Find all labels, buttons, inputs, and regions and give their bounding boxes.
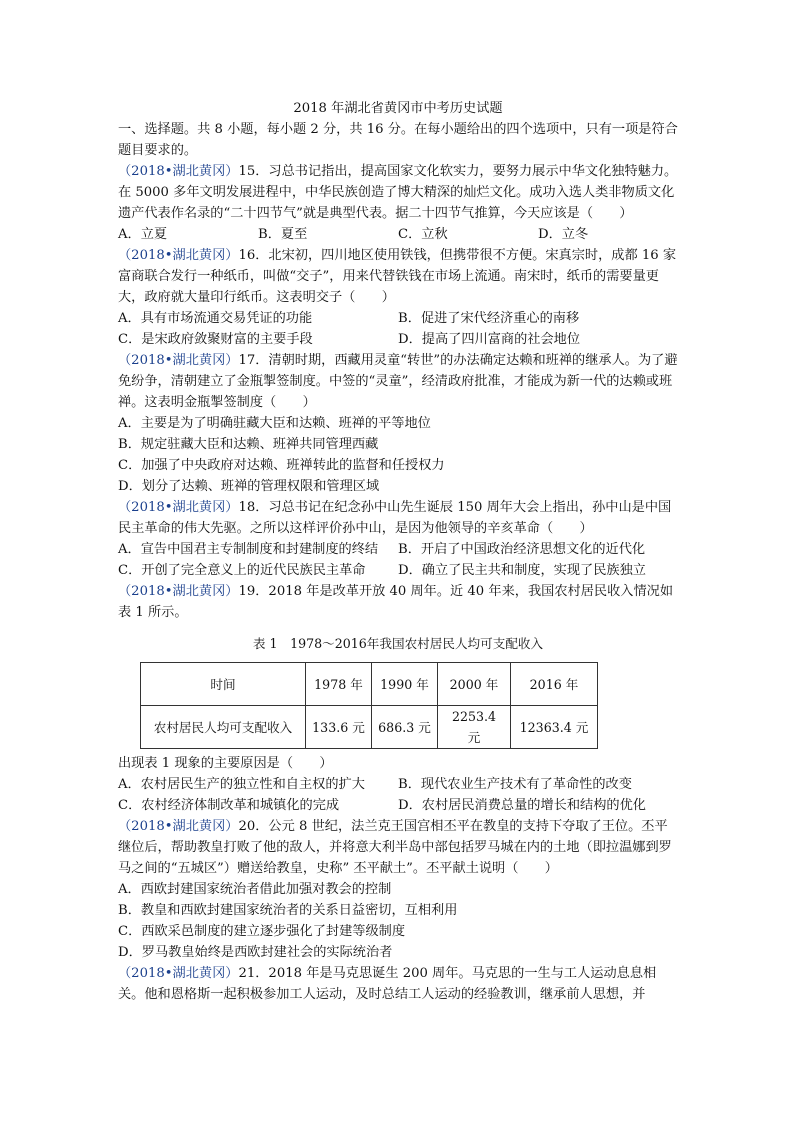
options-16-row1 — [118, 308, 678, 329]
option-c: C．立秋 — [398, 227, 448, 242]
question-19-followup: 出现表 1 现象的主要原因是（ ） — [118, 756, 333, 771]
option-b: B．开启了中国政治经济思想文化的近代化 — [398, 542, 646, 557]
question-stem: 17．清朝时期，西藏用灵童“转世”的办法确定达赖和班禅的继承人。为了避免纷争，清朝建立了金瓶掣签制度。中签的“灵童”，经清政府批准，才能成为新一代的达赖或班禅。这表明金瓶掣签制度（ ） — [118, 353, 678, 410]
table-header-cell: 1978 年 — [306, 663, 372, 706]
options-15 — [118, 224, 678, 245]
question-stem: 19．2018 年是改革开放 40 周年。近 40 年来，我国农村居民收入情况如表 1 所示。 — [118, 584, 674, 620]
question-source: （2018•湖北黄冈） — [118, 164, 239, 179]
option-b: B．现代农业生产技术有了革命性的改变 — [398, 777, 632, 792]
table-cell: 2253.4 元 — [438, 706, 511, 749]
question-source: （2018•湖北黄冈） — [118, 248, 239, 263]
question-19 — [118, 581, 678, 623]
table-header-cell: 2016 年 — [511, 663, 598, 706]
options-18-row1 — [118, 539, 678, 560]
table-cell: 133.6 元 — [306, 706, 372, 749]
options-19-row2 — [118, 795, 678, 816]
option-d: D．划分了达赖、班禅的管理权限和管理区域 — [118, 479, 380, 494]
option-d: D．提高了四川富商的社会地位 — [398, 332, 581, 347]
option-b: B．夏至 — [258, 227, 308, 242]
option-a: A．宣告中国君主专制制度和封建制度的终结 — [118, 542, 379, 557]
option-b: B．促进了宋代经济重心的南移 — [398, 311, 580, 326]
question-stem: 15．习总书记指出，提高国家文化软实力，要努力展示中华文化独特魅力。在 5000 多年文明发展进程中，中华民族创造了博大精深的灿烂文化。成功入选人类非物质文化遗产代表作名录的“二十四节气”就是典型代表。据二十四节气推算，今天应该是（ ） — [118, 164, 678, 221]
option-b: B．规定驻藏大臣和达赖、班禅共同管理西藏 — [118, 437, 379, 452]
question-stem: 16．北宋初，四川地区使用铁钱，但携带很不方便。宋真宗时，成都 16 家富商联合发行一种纸币，叫做“交子”，用来代替铁钱在市场上流通。南宋时，纸币的需要量更大，政府就大量印行纸币。这表明交子（ ） — [118, 248, 677, 305]
question-21 — [118, 963, 678, 1005]
question-20 — [118, 816, 678, 879]
options-19-row1 — [118, 774, 678, 795]
page-title: 2018 年湖北省黄冈市中考历史试题 — [293, 101, 503, 116]
table-caption: 表 1 1978～2016年我国农村居民人均可支配收入 — [252, 636, 544, 651]
option-d: D．罗马教皇始终是西欧封建社会的实际统治者 — [118, 945, 393, 960]
question-17 — [118, 350, 678, 413]
option-c: C．开创了完全意义上的近代民族民主革命 — [118, 563, 366, 578]
options-20 — [118, 879, 678, 963]
table-cell: 12363.4 元 — [511, 706, 598, 749]
table-header-cell: 时间 — [141, 663, 306, 706]
option-b: B．教皇和西欧封建国家统治者的关系日益密切，互相利用 — [118, 903, 458, 918]
table-cell: 686.3 元 — [372, 706, 438, 749]
question-source: （2018•湖北黄冈） — [118, 966, 239, 981]
income-table — [140, 662, 598, 749]
option-c: C．农村经济体制改革和城镇化的完成 — [118, 798, 340, 813]
question-stem: 21．2018 年是马克思诞生 200 周年。马克思的一生与工人运动息息相关。他和恩格斯一起积极参加工人运动，及时总结工人运动的经验教训，继承前人思想，并 — [118, 966, 657, 1002]
question-16 — [118, 245, 678, 308]
question-source: （2018•湖北黄冈） — [118, 500, 239, 515]
question-18 — [118, 497, 678, 539]
question-stem: 18．习总书记在纪念孙中山先生诞辰 150 周年大会上指出，孙中山是中国民主革命的伟大先驱。之所以这样评价孙中山，是因为他领导的辛亥革命（ ） — [118, 500, 672, 536]
table-header-cell: 2000 年 — [438, 663, 511, 706]
option-d: D．农村居民消费总量的增长和结构的优化 — [398, 798, 646, 813]
question-15 — [118, 161, 678, 224]
option-a: A．主要是为了明确驻藏大臣和达赖、班禅的平等地位 — [118, 416, 431, 431]
option-c: C．是宋政府敛聚财富的主要手段 — [118, 332, 313, 347]
option-d: D．立冬 — [538, 227, 589, 242]
options-17 — [118, 413, 678, 497]
option-d: D．确立了民主共和制度，实现了民族独立 — [398, 563, 646, 578]
exam-page — [118, 98, 678, 1005]
option-c: C．西欧采邑制度的建立逐步强化了封建等级制度 — [118, 924, 406, 939]
option-a: A．农村居民生产的独立性和自主权的扩大 — [118, 777, 365, 792]
table-header-row — [141, 663, 598, 706]
option-a: A．立夏 — [118, 227, 168, 242]
question-source: （2018•湖北黄冈） — [118, 819, 239, 834]
table-row — [141, 706, 598, 749]
options-18-row2 — [118, 560, 678, 581]
question-stem: 20．公元 8 世纪，法兰克王国宫相丕平在教皇的支持下夺取了王位。丕平继位后，帮助教皇打败了他的敌人，并将意大利半岛中部包括罗马城在内的土地（即拉温娜到罗马之间的“五城区”）赠送给教皇，史称” 丕平献土”。丕平献土说明（ ） — [118, 819, 672, 876]
table-cell: 农村居民人均可支配收入 — [141, 706, 306, 749]
options-16-row2 — [118, 329, 678, 350]
option-a: A．具有市场流通交易凭证的功能 — [118, 311, 313, 326]
section-heading: 一、选择题。共 8 小题，每小题 2 分，共 16 分。在每小题给出的四个选项中，只有一项是符合题目要求的。 — [118, 122, 678, 158]
question-source: （2018•湖北黄冈） — [118, 353, 239, 368]
table-header-cell: 1990 年 — [372, 663, 438, 706]
option-a: A．西欧封建国家统治者借此加强对教会的控制 — [118, 882, 392, 897]
question-source: （2018•湖北黄冈） — [118, 584, 239, 599]
option-c: C．加强了中央政府对达赖、班禅转此的监督和任授权力 — [118, 458, 445, 473]
